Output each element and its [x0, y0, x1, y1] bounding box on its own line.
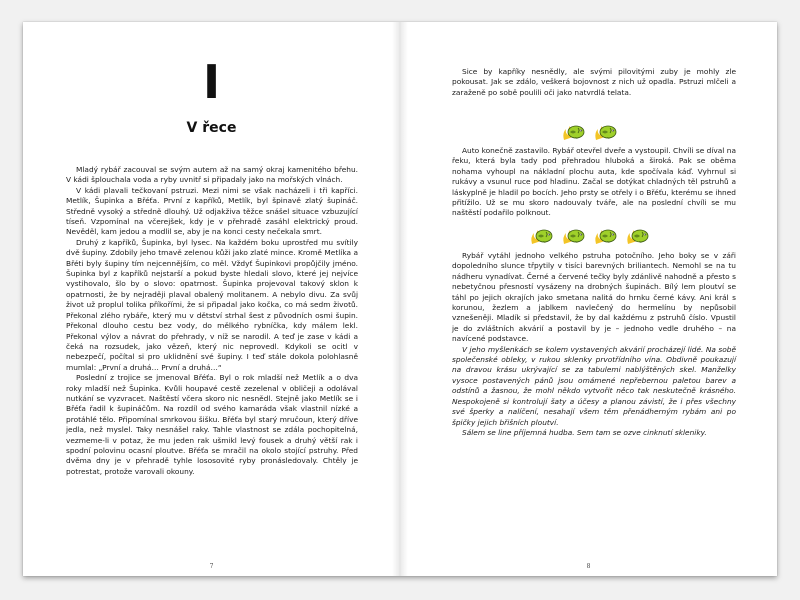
- left-page-body: [66, 165, 358, 477]
- fish-ornament-icon: [561, 224, 585, 248]
- paragraph: Poslední z trojice se jmenoval Břéťa. Byl o rok mladší než Metlík a o dva roky mladší než Šupinka. Kvůli houpavé cestě zezelenal v obličeji a odolával nutkání se vyzvracet. Naštěstí včera skoro nic nesnědl. Stejně jako Metlík se i Břéťa řadil k šupináčům. Na rozdíl od svého kamaráda však vlastnil nízké a protáhlé tělo. Připomínal smrkovou šišku. Břéťa byl starý mručoun, který dříve jedla, než myslel. Taky nesnášel raky. Tahle vlastnost se zdála pochopitelná, vezmeme-li v potaz, že mu jeden rak ušmikl levý fousek a druhý větší rak i spodní polovinu ocasní ploutve. Břéťa se mračil na okolo stojící pstruhy. Před dvěma dny je v přehradě tyhle lososovité ryby pronásledovaly. Chtěly je potrestat, protože varovali okouny.: [66, 373, 358, 476]
- chapter-title: V řece: [186, 120, 237, 136]
- fish-ornament-icon: [593, 224, 617, 248]
- chapter-number: I: [202, 55, 221, 109]
- fish-ornament-icon: [625, 224, 649, 248]
- book-spread: [23, 22, 777, 576]
- fish-ornament-row: [400, 224, 777, 250]
- right-page-body-middle: [452, 146, 736, 219]
- paragraph: Sice by kapříky nesnědly, ale svými pilovitými zuby je mohly zle pokousat. Jak se zdálo, veškerá bojovnost z nich už opadla. Pstruzi mlčeli a zaraženě po sobě poulili oči jako natvrdlá telata.: [452, 67, 736, 97]
- paragraph-italic: Sálem se line příjemná hudba. Sem tam se ozve cinknutí skleniky.: [462, 427, 707, 437]
- paragraph: Rybář vytáhl jednoho velkého pstruha potočního. Jeho boky se v záři dopoledního slunce třpytily v tisíci barevných briliantech. Nemohl se na tu nádheru vynadívat. Černé a červené tečky byly zdánlivě nahodně a přesto s nebetyčnou přesností vysázeny na drobných šupinách. Bílý lem ploutví se táhl po jejich okrajích jako smetana nalitá do hrnku černé kávy. Ani král s korunou, žezlem a jablkem navlečený do hermelínu by nepůsobil vznešeněji. Mladík si představil, že by dal každému z pstruhů číslo. Vpustil je do zvláštních akvárií a postavil by je – jednoho vedle druhého – na navícené podstavce.: [452, 251, 736, 344]
- paragraph-italic: V jeho myšlenkách se kolem vystavených akvárií procházejí lidé. Na sobě společenské obleky, v rukou sklenky prvotřídního vína. Obdivně poukazují na dravou krásu ukrývající se za tabulemi nablýštěných skel. Manželky vysoce postavených pánů jsou omámené nepřebernou paletou barev a odstínů a žasnou, že mohl někdo vytvořit něco tak neskutečně krásného. Nespokojeně si kontrolují šaty a účesy a planou závistí, že i přes všechny své šperky a nalíčení, nesahají všem těm přenádherným rybám ani po špičky jejich břišních ploutví.: [452, 344, 736, 427]
- paragraph: Druhý z kapříků, Šupinka, byl lysec. Na každém boku uprostřed mu svítily dvě šupiny. Zdobily jeho tmavě zelenou kůži jako zlaté mince. Kromě Metlíka a Břéti byly šupiny tím nejcennějším, co měl. Vždyť Šupinkovi propůjčily jméno. Šupinka byl z kapříků nejstarší a pokud byste hledali slovo, které jej nejvíce vystihovalo, šlo by o slovo: opatrnost. Šupinka projevoval takový sklon k opatrnosti, že by nejraději plaval obalený molitanem. A nebylo divu. Za svůj život už proplul tolika příkořími, že si připadal jako kočka, co má sedm životů. Překonal zlého rybáře, který mu v dětství strhal šest z původních osmi šupin. Překonal dlouho cestu bez vody, do mělkého rybníčka, kdy málem lekl. Překonal výlov a návrat do přehrady, v níž se narodil. A teď je zase v kádi a čeká na rozsudek, jako vězeň, který nic neprovedl. Kdykoli se ocitl v nebezpečí, počítal si pro uklidnění své šupiny. I teď stále dokola polohlasně mumlal: „První a druhá… První a druhá…“: [66, 237, 358, 372]
- right-page-body-top: [452, 67, 736, 98]
- paragraph: Mladý rybář zacouval se svým autem až na samý okraj kamenitého břehu. V kádi šplouchala voda a ryby uvnitř si připadaly jako na mořských vlnách.: [66, 165, 358, 185]
- right-page: [400, 22, 777, 576]
- fish-ornament-icon: [593, 120, 617, 144]
- left-page: [23, 22, 400, 576]
- fish-ornament-row: [400, 120, 777, 146]
- page-number-left: 7: [209, 563, 214, 570]
- fish-ornament-icon: [561, 120, 585, 144]
- right-page-body-bottom: [452, 251, 736, 438]
- fish-ornament-icon: [529, 224, 553, 248]
- page-number-right: 8: [586, 563, 591, 570]
- paragraph: V kádi plavali tečkovaní pstruzi. Mezi nimi se však nacházeli i tři kapříci. Metlík, Šupinka a Břéťa. První z kapříků, Metlík, byl špinavě zlatý šupináč. Středně vysoký a středně dlouhý. Už odjakživa těžce snášel situace vzbuzující tíseň. Vzpomínal na včerejšek, kdy je v přehradě zasáhl elektrický proud. Nevěděl, kam jedou a modlil se, aby je na konci cesty nečekala smrt.: [66, 185, 358, 237]
- paragraph: Auto konečně zastavilo. Rybář otevřel dveře a vystoupil. Chvíli se díval na řeku, která byla tady pod přehradou hluboká a široká. Pak se oběma nohama vyhoupl na nákladní plochu auta, kde spočívala káď. Vyhrnul si rukávy a vsunul ruce pod hladinu. Začal se dotýkat chladných těl pstruhů a láskyplně je hladil po bocích. Jeho prsty se otřely i o Břéťu, kterému se ihned přitížilo. Už se mu skoro nadouvaly tváře, ale na poslední chvíli se mu naštěstí podařilo polknout.: [452, 146, 736, 218]
